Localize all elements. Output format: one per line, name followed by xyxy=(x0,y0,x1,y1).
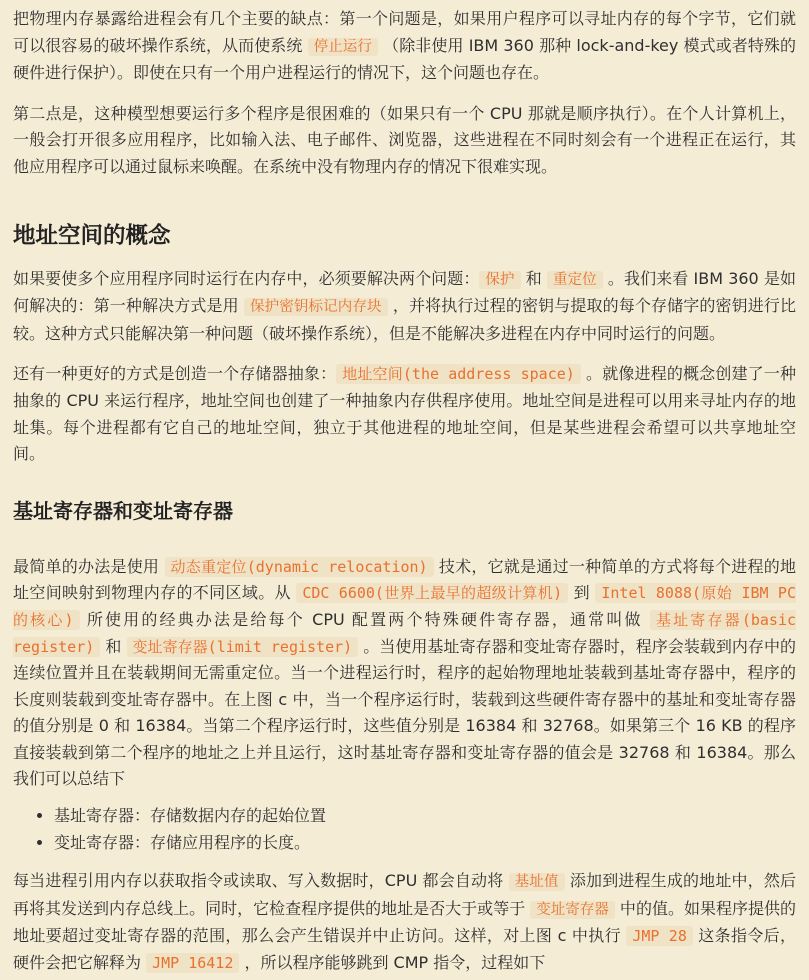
article xyxy=(0,6,809,977)
paragraph-dynamic-relocation xyxy=(13,554,796,793)
inline-code-basic-register: 基址寄存器(basic register) xyxy=(13,610,796,656)
heading-address-space-concept: 地址空间的概念 xyxy=(13,222,171,249)
text: 。我们来看 IBM 360 是如何解决的：第一种解决方式是用 xyxy=(13,268,796,316)
inline-code-stop-running: 停止运行 xyxy=(308,38,378,56)
text: 这条指令后，硬件会把它解释为 xyxy=(13,926,797,973)
text: ，所以程序能够跳到 CMP 指令，过程如下 xyxy=(239,953,546,973)
text: 到 xyxy=(568,583,596,603)
list-item: • 变址寄存器：存储应用程序的长度。 xyxy=(54,830,796,857)
text: 还有一种更好的方式是创造一个存储器抽象： xyxy=(13,364,337,384)
inline-code-intel-8088: Intel 8088(原始 IBM PC 的核心) xyxy=(13,584,796,629)
inline-code-address-space: 地址空间(the address space) xyxy=(336,364,581,384)
inline-code-dynamic-relocation: 动态重定位(dynamic relocation) xyxy=(165,557,434,577)
paragraph-base-value-check xyxy=(13,868,796,976)
inline-code-cdc-6600: CDC 6600(世界上最早的超级计算机) xyxy=(296,583,568,603)
register-bullet-list xyxy=(13,803,796,856)
text: 添加到进程生成的地址中，然后再将其发送到内存总线上。同时，它检查程序提供的地址是否大于或等于 xyxy=(13,871,797,918)
text: 所使用的经典办法是给每个 CPU 配置两个特殊硬件寄存器，通常叫做 xyxy=(79,609,650,629)
paragraph-multiprogram-difficulty: 第二点是，这种模型想要运行多个程序是很困难的（如果只有一个 CPU 那就是顺序执行）。在个人计算机上，一般会打开很多应用程序，比如输入法、电子邮件、浏览器，这些进程在不同时刻会有一个进程正在运行，其他应用程序可以通过鼠标来唤醒。在系统中没有物理内存的情况下很难实现。 xyxy=(13,103,796,176)
text: 。当使用基址寄存器和变址寄存器时，程序会装载到内存中的连续位置并且在装载期间无需重定位。当一个进程运行时，程序的起始物理地址装载到基址寄存器中，程序的长度则装载到变址寄存器中。在上图 c 中，当一个程序运行时，装载到这些硬件寄存器中的基址和变址寄存器的值分别是 0 和 16384。当第二个程序运行时，这些值分别是 16384 和 32768。如果第三个 16 KB 的程序直接装载到第二个程序的地址之上并且运行，这时基址寄存器和变址寄存器的值会是 32768 和 16384。那么我们可以总结下 xyxy=(13,636,796,789)
text: （除非使用 IBM 360 那种 lock-and-key 模式或者特殊的硬件进行保护）。即使在只有一个用户进程运行的情况下，这个问题也存在。 xyxy=(13,35,796,83)
text: 最简单的办法是使用 xyxy=(13,556,165,576)
text: 每当进程引用内存以获取指令或读取、写入数据时，CPU 都会自动将 xyxy=(13,871,509,891)
inline-code-limit-register: 变址寄存器(limit register) xyxy=(127,637,359,657)
inline-code-base-value: 基址值 xyxy=(509,873,565,891)
inline-code-jmp-28: JMP 28 xyxy=(626,926,693,946)
text: 。就像进程的概念创建了一种抽象的 CPU 来运行程序，地址空间也创建了一种抽象内存供程序使用。地址空间是进程可以用来寻址内存的地址集。每个进程都有它自己的地址空间，独立于其他进程的地址空间，但是某些进程会希望可以共享地址空间。 xyxy=(13,364,796,464)
text: 如果要使多个应用程序同时运行在内存中，必须要解决两个问题： xyxy=(13,268,480,288)
paragraph-physical-memory-drawbacks xyxy=(13,6,796,87)
paragraph-address-space-abstraction xyxy=(13,361,796,467)
text: ，并将执行过程的密钥与提取的每个存储字的密钥进行比较。这种方式只能解决第一种问题（破坏操作系统），但是不能解决多进程在内存中同时运行的问题。 xyxy=(13,296,797,343)
inline-code-jmp-16412: JMP 16412 xyxy=(146,953,239,973)
text: 中的值。如果程序提供的地址要超过变址寄存器的范围，那么会产生错误并中止访问。这样，对上图 c 中执行 xyxy=(13,898,797,946)
list-item: • 基址寄存器：存储数据内存的起始位置 xyxy=(54,803,796,830)
inline-code-protection-key: 保护密钥标记内存块 xyxy=(244,298,388,316)
paragraph-protection-relocation xyxy=(13,266,796,348)
text: 和 xyxy=(520,268,548,288)
inline-code-protection: 保护 xyxy=(479,271,520,289)
text: 和 xyxy=(100,636,127,656)
heading-base-limit-registers: 基址寄存器和变址寄存器 xyxy=(13,498,233,523)
inline-code-relocation: 重定位 xyxy=(547,271,603,289)
text: 技术，它就是通过一种简单的方式将每个进程的地址空间映射到物理内存的不同区域。从 xyxy=(13,556,796,603)
inline-code-limit-register-cn: 变址寄存器 xyxy=(530,901,615,919)
text: 把物理内存暴露给进程会有几个主要的缺点：第一个问题是，如果用户程序可以寻址内存的每个字节，它们就可以很容易的破坏操作系统，从而使系统 xyxy=(13,9,796,55)
